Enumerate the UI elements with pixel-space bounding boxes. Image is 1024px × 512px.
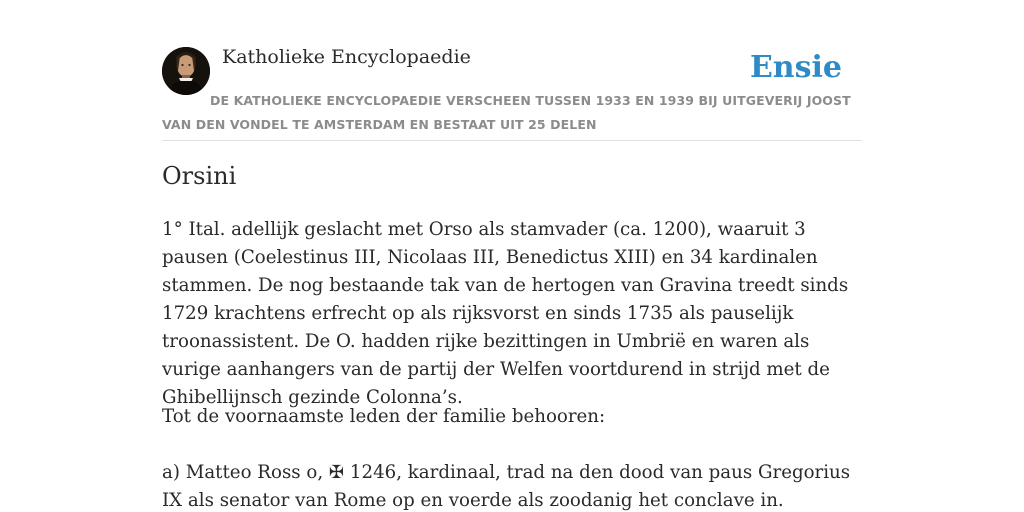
article-paragraph: 1° Ital. adellijk geslacht met Orso als stamvader (ca. 1200), waaruit 3 pausen (Coelestinus III, Nicolaas III, Benedictus XIII) en 34 kardinalen stammen. De nog bestaande tak van de hertogen van Gravina treedt sinds 1729 krachtens erfrecht op als rijksvorst en sinds 1735 als pauselijk troonassistent. De O. hadden rijke bezittingen in Umbrië en waren als vurige aanhangers van de partij der Welfen voortdurend in strijd met de Ghibellijnsch gezinde Colonna’s.	[162, 219, 849, 408]
article-paragraph: Tot de voornaamste leden der familie behooren:	[162, 406, 606, 427]
site-header	[162, 0, 862, 141]
ensie-brand-logo[interactable]: Ensie	[749, 50, 842, 85]
main-container	[162, 0, 862, 511]
portrait-avatar-icon[interactable]	[162, 47, 210, 95]
site-title-link[interactable]: Katholieke Encyclopaedie	[222, 46, 471, 68]
article-paragraph: a) Matteo Ross o, ✠ 1246, kardinaal, trad na den dood van paus Gregorius IX als senator van Rome op en voerde als zoodanig het conclave in.	[162, 462, 851, 511]
site-tagline: DE KATHOLIEKE ENCYCLOPAEDIE VERSCHEEN TUSSEN 1933 EN 1939 BIJ UITGEVERIJ JOOST VAN DEN VONDEL TE AMSTERDAM EN BESTAAT UIT 25 DELEN	[162, 93, 851, 132]
article-title: Orsini	[162, 162, 237, 190]
